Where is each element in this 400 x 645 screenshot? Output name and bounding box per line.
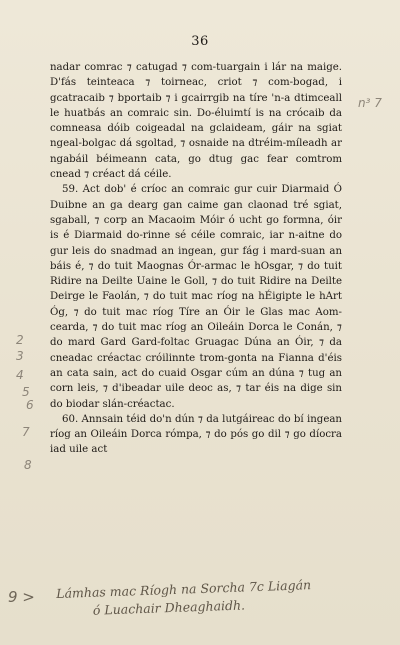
margin-note: 8 xyxy=(24,458,32,472)
paragraph: 59. Act dob' é críoc an comraic gur cuir Diarmaid Ó Duibne an ga dearg gan caime gan claonad tré sgiat, sgaball, ⁊ corp an Macaoim Móir ó ucht go formna, óir is é Diarmaid do-rinne sé céile comraic, iar n-aitne do gur leis do snadmad an ingean, gur fág i mard-suan an báis é, ⁊ do tuit Maognas Ór-armac le hOsgar, ⁊ do tuit Ridire na Deilte Uaine le Goll, ⁊ do tuit Ridire na Deilte Deirge le Faolán, ⁊ do tuit mac ríog na hÉigipte le hArt Óg, ⁊ do tuit mac ríog Tíre an Óir le Glas mac Aom-cearda, ⁊ do tuit mac ríog an Oileáin Dorca le Conán, ⁊ do mard Gard Gard-foltac Gruagac Dúna an Óir, ⁊ da cneadac créactac cróilinnte trom-gonta na Fianna d'éis an cata sain, act do cuaid Osgar cúm an dúna ⁊ tug an corn leis, ⁊ d'ibeadar uile deoc as, ⁊ tar éis na dige sin do biodar slán-créactac. xyxy=(50,184,342,410)
margin-note: 7 xyxy=(22,425,30,439)
footer-marker: 9 > xyxy=(8,588,35,606)
handwritten-note-line: ó Luachair Dheaghaidh. xyxy=(92,597,246,618)
margin-note: 4 xyxy=(16,368,24,382)
paragraph: 60. Annsain téid do'n dún ⁊ da lutgáireac do bí ingean ríog an Oileáin Dorca rómpa, ⁊ do pós go dil ⁊ go díocra iad uile act xyxy=(50,413,342,456)
margin-note: 5 xyxy=(22,385,30,399)
handwritten-note xyxy=(28,573,397,622)
body-text xyxy=(50,60,342,458)
handwritten-note-line: Lámhas mac Ríogh na Sorcha 7c Liagán xyxy=(56,577,312,602)
margin-note: 3 xyxy=(16,349,24,363)
margin-note: n³ 7 xyxy=(358,96,382,110)
margin-note: 6 xyxy=(26,398,34,412)
margin-note: 2 xyxy=(16,333,24,347)
paragraph: nadar comrac ⁊ catugad ⁊ com-tuargain i lár na maige. D'fás teinteaca ⁊ toirneac, criot ⁊ com-bogad, i gcatracaib ⁊ bportaib ⁊ i gcairrgib na tíre 'n-a dtimceall le huatbás an comraic sin. Do-éluimtí is na crócaib da comneasa dóib coigeadal na gclaideam, gáir na sgiat ngeal-bolgac dá sgoltad, ⁊ osnaide na dtréim-míleadh ar ngabáil béimeann cata, go dtug gac fear comtrom cnead ⁊ créact dá céile. xyxy=(50,62,342,181)
page-number: 36 xyxy=(191,34,209,49)
